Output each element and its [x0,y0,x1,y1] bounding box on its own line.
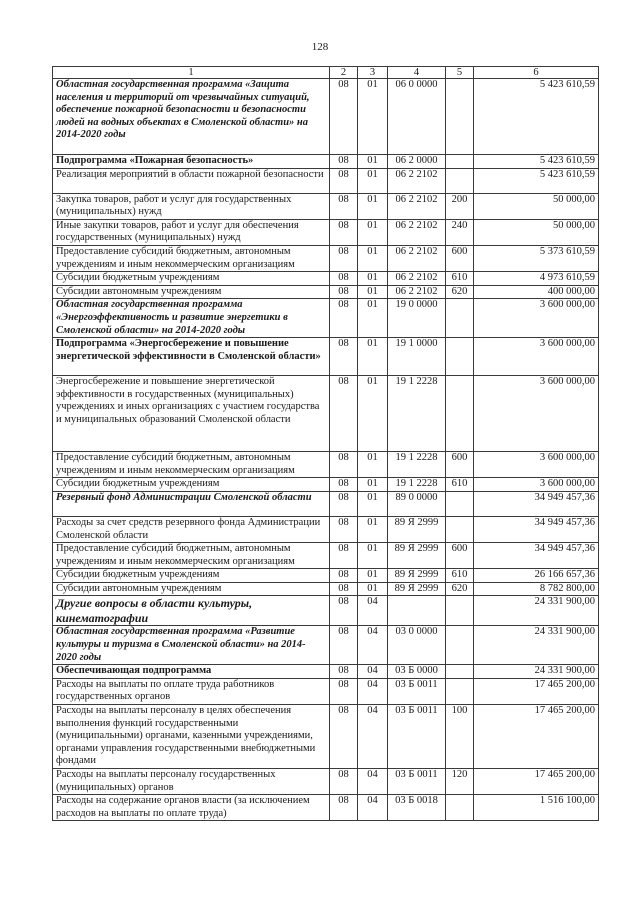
expense-type-code [446,155,474,169]
item-name: Предоставление субсидий бюджетным, автономным учреждениям и иным некоммерческим организациям [53,452,330,478]
expense-type-code: 240 [446,219,474,245]
subsection-code: 04 [358,705,388,769]
expense-type-code: 610 [446,272,474,286]
amount: 5 423 610,59 [474,79,599,155]
expense-type-code [446,665,474,679]
section-code: 08 [330,272,358,286]
table-row [53,543,599,569]
target-article-code: 03 Б 0011 [388,678,446,704]
table-row [53,516,599,542]
item-name: Подпрограмма «Энергосбережение и повышение энергетической эффективности в Смоленской области» [53,338,330,376]
amount: 50 000,00 [474,219,599,245]
item-name: Расходы за счет средств резервного фонда Администрации Смоленской области [53,516,330,542]
expense-type-code: 620 [446,582,474,596]
subsection-code: 01 [358,452,388,478]
section-code: 08 [330,543,358,569]
expense-type-code: 120 [446,769,474,795]
section-code: 08 [330,491,358,516]
table-row [53,338,599,376]
amount: 34 949 457,36 [474,491,599,516]
table-row [53,478,599,492]
item-name: Областная государственная программа «Защита населения и территорий от чрезвычайных ситуаций, обеспечение пожарной безопасности и безопасности людей на водных объектах в Смоленской области» на 2014-2020 годы [53,79,330,155]
section-code: 08 [330,665,358,679]
expense-type-code: 620 [446,285,474,299]
table-row [53,168,599,193]
subsection-code: 01 [358,272,388,286]
target-article-code: 19 1 2228 [388,376,446,452]
item-name: Субсидии бюджетным учреждениям [53,272,330,286]
expense-type-code: 610 [446,478,474,492]
target-article-code: 19 0 0000 [388,299,446,338]
subsection-code: 01 [358,285,388,299]
amount: 3 600 000,00 [474,299,599,338]
expense-type-code [446,596,474,626]
target-article-code: 06 2 2102 [388,285,446,299]
table-row [53,245,599,271]
target-article-code: 06 2 2102 [388,168,446,193]
target-article-code: 03 Б 0011 [388,769,446,795]
table-header-row [53,67,599,79]
section-code: 08 [330,516,358,542]
section-code: 08 [330,193,358,219]
table-row [53,155,599,169]
amount: 3 600 000,00 [474,452,599,478]
target-article-code: 06 2 2102 [388,245,446,271]
item-name: Расходы на выплаты персоналу государственных (муниципальных) органов [53,769,330,795]
amount: 5 373 610,59 [474,245,599,271]
expense-type-code [446,516,474,542]
target-article-code: 19 1 0000 [388,338,446,376]
expense-type-code [446,168,474,193]
amount: 8 782 800,00 [474,582,599,596]
target-article-code: 19 1 2228 [388,452,446,478]
expense-type-code [446,79,474,155]
section-code: 08 [330,478,358,492]
subsection-code: 04 [358,626,388,665]
expense-type-code: 600 [446,245,474,271]
subsection-code: 01 [358,193,388,219]
table-row [53,285,599,299]
amount: 17 465 200,00 [474,769,599,795]
table-row [53,678,599,704]
table-row [53,79,599,155]
item-name: Расходы на выплаты по оплате труда работников государственных органов [53,678,330,704]
section-code: 08 [330,285,358,299]
subsection-code: 04 [358,795,388,821]
expense-type-code: 100 [446,705,474,769]
section-code: 08 [330,376,358,452]
target-article-code: 89 Я 2999 [388,516,446,542]
amount: 3 600 000,00 [474,338,599,376]
item-name: Областная государственная программа «Развитие культуры и туризма в Смоленской области» на 2014-2020 годы [53,626,330,665]
table-row [53,272,599,286]
table-row [53,569,599,583]
subsection-code: 01 [358,79,388,155]
expense-type-code [446,626,474,665]
amount: 34 949 457,36 [474,543,599,569]
amount: 1 516 100,00 [474,795,599,821]
item-name: Предоставление субсидий бюджетным, автономным учреждениям и иным некоммерческим организациям [53,543,330,569]
item-name: Областная государственная программа «Энергоэффективность и развитие энергетики в Смоленской области» на 2014-2020 годы [53,299,330,338]
amount: 24 331 900,00 [474,596,599,626]
amount: 400 000,00 [474,285,599,299]
target-article-code: 06 0 0000 [388,79,446,155]
target-article-code: 89 0 0000 [388,491,446,516]
amount: 4 973 610,59 [474,272,599,286]
table-row [53,705,599,769]
table-row [53,596,599,626]
section-code: 08 [330,626,358,665]
target-article-code: 06 2 2102 [388,219,446,245]
subsection-code: 01 [358,299,388,338]
target-article-code: 03 Б 0000 [388,665,446,679]
section-code: 08 [330,299,358,338]
header-cell: 4 [388,67,446,79]
item-name: Субсидии бюджетным учреждениям [53,478,330,492]
expense-type-code: 600 [446,543,474,569]
amount: 24 331 900,00 [474,665,599,679]
subsection-code: 01 [358,338,388,376]
table-row [53,769,599,795]
amount: 26 166 657,36 [474,569,599,583]
subsection-code: 04 [358,678,388,704]
subsection-code: 04 [358,665,388,679]
subsection-code: 01 [358,245,388,271]
subsection-code: 01 [358,516,388,542]
subsection-code: 04 [358,596,388,626]
item-name: Реализация мероприятий в области пожарной безопасности [53,168,330,193]
subsection-code: 01 [358,478,388,492]
target-article-code: 06 2 2102 [388,272,446,286]
expense-type-code [446,299,474,338]
item-name: Энергосбережение и повышение энергетической эффективности в государственных (муниципальных) учреждениях и иных организациях с участием государства и муниципальных образований Смоленской области [53,376,330,452]
target-article-code: 03 Б 0018 [388,795,446,821]
expense-type-code: 200 [446,193,474,219]
amount: 34 949 457,36 [474,516,599,542]
expense-type-code [446,795,474,821]
expense-type-code: 600 [446,452,474,478]
table-row [53,299,599,338]
item-name: Другие вопросы в области культуры, кинематографии [53,596,330,626]
item-name: Расходы на выплаты персоналу в целях обеспечения выполнения функций государственными (муниципальными) органами, казенными учреждениями, органами управления государственными внебюджетными фондами [53,705,330,769]
item-name: Субсидии автономным учреждениям [53,582,330,596]
header-cell: 5 [446,67,474,79]
amount: 3 600 000,00 [474,376,599,452]
section-code: 08 [330,678,358,704]
subsection-code: 01 [358,543,388,569]
subsection-code: 01 [358,569,388,583]
table-row [53,219,599,245]
section-code: 08 [330,769,358,795]
target-article-code: 89 Я 2999 [388,582,446,596]
item-name: Резервный фонд Администрации Смоленской области [53,491,330,516]
section-code: 08 [330,79,358,155]
target-article-code: 03 0 0000 [388,626,446,665]
target-article-code: 89 Я 2999 [388,543,446,569]
table-row [53,582,599,596]
item-name: Предоставление субсидий бюджетным, автономным учреждениям и иным некоммерческим организациям [53,245,330,271]
item-name: Субсидии автономным учреждениям [53,285,330,299]
section-code: 08 [330,705,358,769]
table-row [53,452,599,478]
section-code: 08 [330,596,358,626]
table-row [53,193,599,219]
amount: 3 600 000,00 [474,478,599,492]
table-row [53,376,599,452]
amount: 24 331 900,00 [474,626,599,665]
target-article-code: 89 Я 2999 [388,569,446,583]
section-code: 08 [330,338,358,376]
subsection-code: 01 [358,168,388,193]
expense-type-code [446,376,474,452]
amount: 5 423 610,59 [474,168,599,193]
subsection-code: 01 [358,219,388,245]
item-name: Обеспечивающая подпрограмма [53,665,330,679]
expense-type-code [446,338,474,376]
target-article-code: 06 2 0000 [388,155,446,169]
item-name: Подпрограмма «Пожарная безопасность» [53,155,330,169]
section-code: 08 [330,582,358,596]
amount: 5 423 610,59 [474,155,599,169]
amount: 50 000,00 [474,193,599,219]
table-row [53,491,599,516]
budget-table [52,66,599,821]
table-row [53,665,599,679]
header-cell: 6 [474,67,599,79]
section-code: 08 [330,155,358,169]
target-article-code [388,596,446,626]
table-row [53,795,599,821]
target-article-code: 19 1 2228 [388,478,446,492]
table-row [53,626,599,665]
item-name: Закупка товаров, работ и услуг для государственных (муниципальных) нужд [53,193,330,219]
section-code: 08 [330,245,358,271]
item-name: Субсидии бюджетным учреждениям [53,569,330,583]
target-article-code: 06 2 2102 [388,193,446,219]
page-number: 128 [311,41,329,53]
target-article-code: 03 Б 0011 [388,705,446,769]
header-cell: 3 [358,67,388,79]
item-name: Расходы на содержание органов власти (за исключением расходов на выплаты по оплате труда) [53,795,330,821]
item-name: Иные закупки товаров, работ и услуг для обеспечения государственных (муниципальных) нужд [53,219,330,245]
subsection-code: 04 [358,769,388,795]
subsection-code: 01 [358,376,388,452]
header-cell: 2 [330,67,358,79]
section-code: 08 [330,795,358,821]
subsection-code: 01 [358,582,388,596]
section-code: 08 [330,569,358,583]
expense-type-code: 610 [446,569,474,583]
amount: 17 465 200,00 [474,678,599,704]
subsection-code: 01 [358,491,388,516]
expense-type-code [446,491,474,516]
section-code: 08 [330,168,358,193]
header-cell: 1 [53,67,330,79]
section-code: 08 [330,219,358,245]
section-code: 08 [330,452,358,478]
subsection-code: 01 [358,155,388,169]
amount: 17 465 200,00 [474,705,599,769]
expense-type-code [446,678,474,704]
